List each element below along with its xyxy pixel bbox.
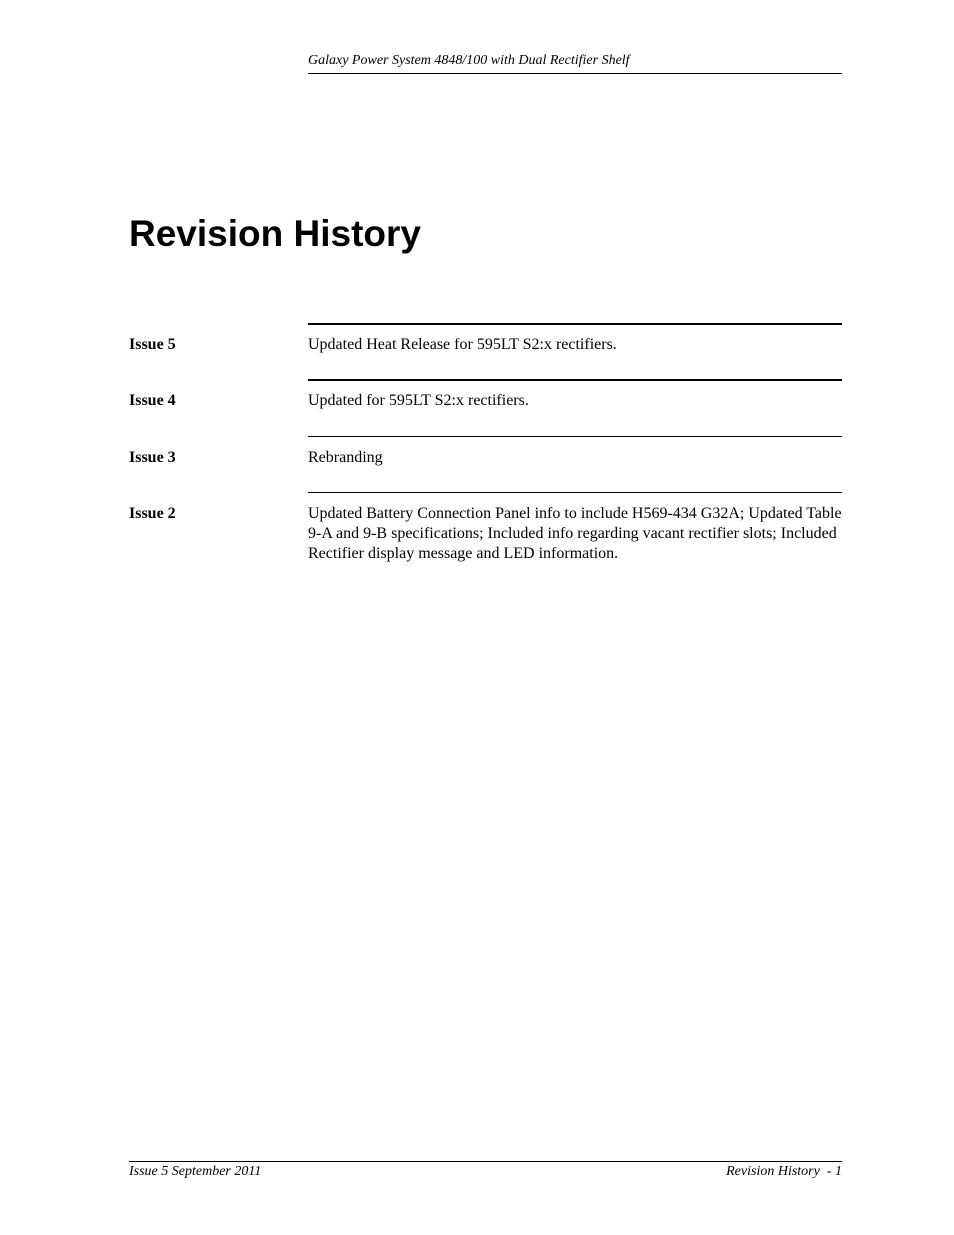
revision-rule	[308, 379, 842, 381]
revision-label: Issue 3	[129, 449, 176, 466]
revision-rule	[308, 436, 842, 437]
revision-description: Updated Heat Release for 595LT S2:x rectifiers.	[308, 336, 617, 353]
revision-row-issue-3	[129, 436, 842, 492]
running-header: Galaxy Power System 4848/100 with Dual Rectifier Shelf	[308, 53, 630, 68]
revision-row-issue-4	[129, 379, 842, 436]
revision-description: Updated for 595LT S2:x rectifiers.	[308, 392, 529, 409]
footer-issue-date: Issue 5 September 2011	[129, 1164, 262, 1179]
revision-rule	[308, 492, 842, 493]
page-title: Revision History	[129, 213, 421, 254]
footer-rule	[129, 1161, 842, 1162]
revision-label: Issue 4	[129, 392, 176, 409]
revision-label: Issue 5	[129, 336, 176, 353]
revision-rule	[308, 323, 842, 325]
revision-row-issue-2	[129, 492, 842, 582]
revision-label: Issue 2	[129, 505, 176, 522]
footer-page-number: Revision History - 1	[726, 1164, 842, 1179]
revision-list	[129, 323, 842, 582]
revision-description: Updated Battery Connection Panel info to include H569-434 G32A; Updated Table 9-A and 9-B specifications; Included info regarding vacant rectifier slots; Included Rectifier display message and LED information.	[308, 505, 842, 562]
header-rule	[308, 73, 842, 74]
revision-description: Rebranding	[308, 449, 383, 466]
revision-row-issue-5	[129, 323, 842, 379]
